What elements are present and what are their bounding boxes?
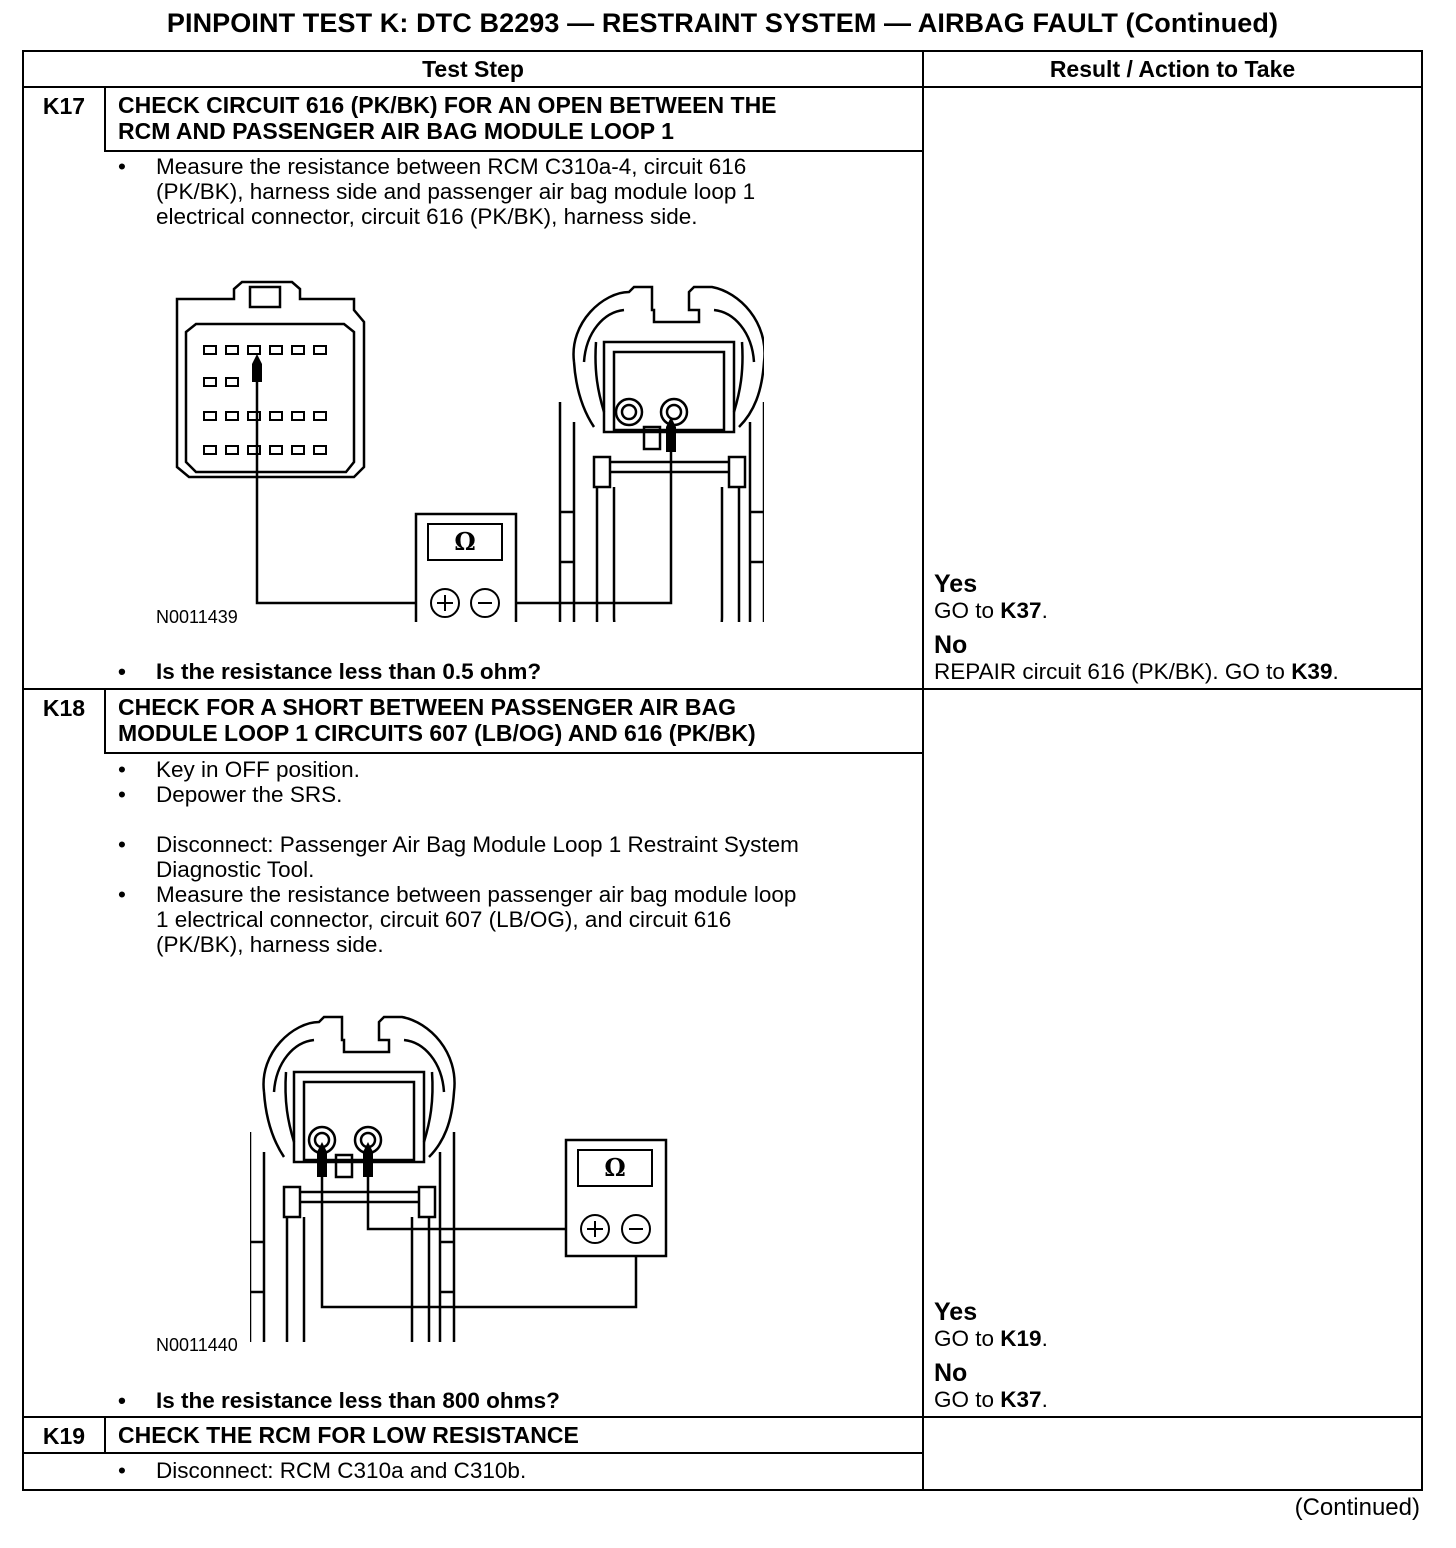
test-lead <box>368 1167 595 1229</box>
rcm-pin <box>204 378 216 386</box>
measurement-diagram <box>250 992 680 1342</box>
rcm-pin <box>270 346 282 354</box>
rcm-pin <box>292 446 304 454</box>
rcm-pin <box>270 412 282 420</box>
page-title: PINPOINT TEST K: DTC B2293 — RESTRAINT SYSTEM — AIRBAG FAULT (Continued) <box>166 8 1279 38</box>
rcm-pin <box>314 412 326 420</box>
measurement-diagram <box>164 262 764 622</box>
instruction-bullet: • Measure the resistance between RCM C310a-4, circuit 616 (PK/BK), harness side and passenger air bag module loop 1 electrical connector, circuit 616 (PK/BK), harness side. <box>118 154 756 229</box>
step-id: K18 <box>42 695 86 721</box>
step-heading: CHECK THE RCM FOR LOW RESISTANCE <box>118 1422 579 1448</box>
rcm-latch <box>250 287 280 307</box>
rcm-pin <box>314 346 326 354</box>
step-link[interactable]: K37 <box>1000 1387 1042 1412</box>
rcm-pin <box>248 346 260 354</box>
step-id: K19 <box>42 1423 86 1449</box>
step-heading-rule <box>24 1452 922 1454</box>
step-heading: CHECK FOR A SHORT BETWEEN PASSENGER AIR BAG MODULE LOOP 1 CIRCUITS 607 (LB/OG) AND 616 (PK/BK) <box>118 694 756 746</box>
step-heading-rule <box>104 752 922 754</box>
step-rule <box>24 688 1421 690</box>
figure-id: N0011440 <box>156 1335 238 1355</box>
instruction-bullet: • Depower the SRS. <box>118 782 343 807</box>
step-id-divider <box>104 690 106 754</box>
result-yes-label: Yes <box>934 1298 978 1326</box>
instruction-bullet: • Disconnect: RCM C310a and C310b. <box>118 1458 527 1483</box>
step-id: K17 <box>42 93 86 119</box>
result-yes-action: GO to K19. <box>934 1326 1048 1351</box>
continued-label: (Continued) <box>1294 1494 1420 1521</box>
harness-line <box>250 1132 264 1342</box>
step-link[interactable]: K19 <box>1000 1326 1042 1351</box>
step-id-divider <box>104 1418 106 1454</box>
column-header-test-step: Test Step <box>422 56 524 82</box>
rcm-pin <box>226 446 238 454</box>
meter-probe-tip <box>252 354 262 382</box>
step-link[interactable]: K39 <box>1291 659 1333 684</box>
instruction-bullet: • Key in OFF position. <box>118 757 360 782</box>
step-rule <box>24 1416 1421 1418</box>
ohmmeter <box>416 514 516 622</box>
airbag-connector-body <box>574 362 594 427</box>
step-heading-rule <box>104 150 922 152</box>
rcm-pin <box>226 412 238 420</box>
rcm-pin <box>204 412 216 420</box>
result-yes-label: Yes <box>934 570 978 598</box>
airbag-terminal <box>616 399 642 425</box>
rcm-pin <box>226 346 238 354</box>
result-no-action: REPAIR circuit 616 (PK/BK). GO to K39. <box>934 659 1339 684</box>
rcm-pin <box>292 412 304 420</box>
figure-id: N0011439 <box>156 607 238 627</box>
ohm-symbol: Ω <box>604 1153 626 1182</box>
instruction-bullet: • Measure the resistance between passenger air bag module loop 1 electrical connector, circuit 607 (LB/OG), and circuit 616 (PK/BK), harness side. <box>118 882 797 957</box>
header-rule <box>24 86 1421 88</box>
pinpoint-test-table <box>22 50 1423 1491</box>
instruction-bullet: • Disconnect: Passenger Air Bag Module Loop 1 Restraint System Diagnostic Tool. <box>118 832 799 882</box>
question-bullet: • Is the resistance less than 800 ohms? <box>118 1388 560 1413</box>
ohm-symbol: Ω <box>454 527 476 556</box>
result-no-action: GO to K37. <box>934 1387 1048 1412</box>
column-header-result: Result / Action to Take <box>1049 56 1296 82</box>
ohmmeter <box>566 1140 666 1256</box>
rcm-pin <box>314 446 326 454</box>
step-link[interactable]: K37 <box>1000 598 1042 623</box>
rcm-pin <box>270 446 282 454</box>
rcm-pin <box>292 346 304 354</box>
column-divider <box>922 52 924 1489</box>
harness-line <box>440 1132 454 1342</box>
step-heading: CHECK CIRCUIT 616 (PK/BK) FOR AN OPEN BETWEEN THE RCM AND PASSENGER AIR BAG MODULE LOOP 1 <box>118 92 777 144</box>
airbag-terminal <box>661 399 687 425</box>
result-no-label: No <box>934 1359 968 1387</box>
rcm-pin <box>204 346 216 354</box>
rcm-pin <box>204 446 216 454</box>
step-id-divider <box>104 88 106 152</box>
result-no-label: No <box>934 631 968 659</box>
question-bullet: • Is the resistance less than 0.5 ohm? <box>118 659 542 684</box>
rcm-pin <box>226 378 238 386</box>
result-yes-action: GO to K37. <box>934 598 1048 623</box>
